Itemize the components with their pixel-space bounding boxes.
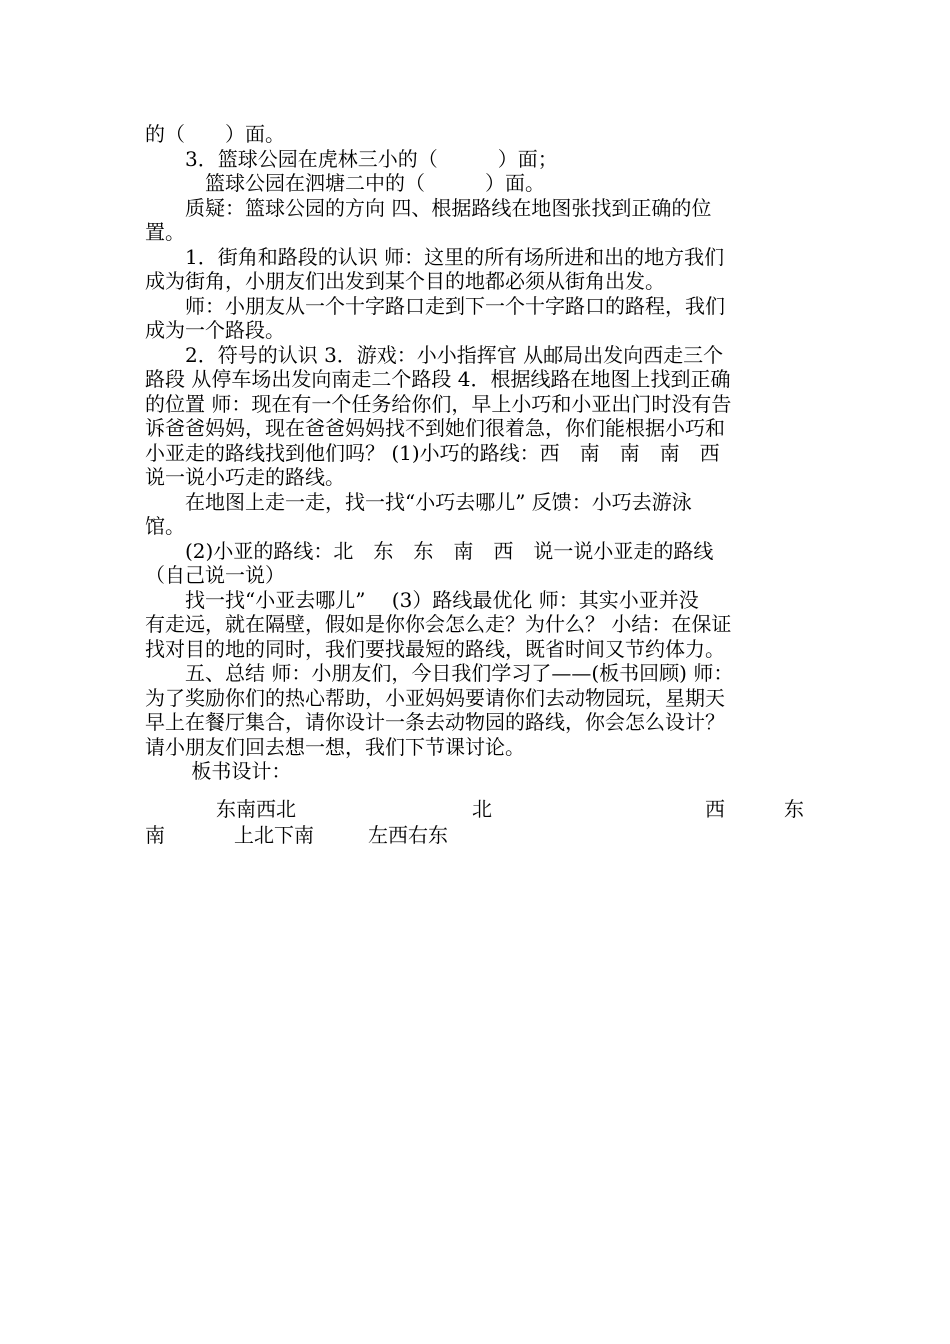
text-line: 早上在餐厅集合，请你设计一条去动物园的路线，你会怎么设计？ [145, 710, 725, 734]
text-line: 有走远，就在隔壁，假如是你你会怎么走？为什么？ 小结：在保证 [145, 612, 732, 636]
text-line: 五、总结 师：小朋友们，今日我们学习了——(板书回顾) 师： [145, 661, 734, 685]
board-design-item: 北 [472, 797, 492, 821]
text-line: 找一找“小亚去哪儿” (3）路线最优化 师：其实小亚并没 [145, 588, 699, 612]
text-line: 找对目的地的同时，我们要找最短的路线，既省时间又节约体力。 [145, 637, 725, 661]
text-line: 路段 从停车场出发向南走二个路段 4．根据线路在地图上找到正确 [145, 367, 731, 391]
text-line: 1．街角和路段的认识 师：这里的所有场所进和出的地方我们 [145, 245, 725, 269]
text-line: 小亚走的路线找到他们吗？ (1)小巧的路线：西 南 南 南 西 [145, 441, 720, 465]
text-line: 成为一个路段。 [145, 318, 285, 342]
text-line: (2)小亚的路线：北 东 东 南 西 说一说小亚走的路线 [145, 539, 714, 563]
board-design-item: 上北下南 [234, 823, 314, 847]
text-line: 的（ ）面。 [145, 122, 285, 146]
text-line: 板书设计： [145, 759, 292, 783]
board-design-item: 东南西北 [216, 797, 296, 821]
board-design-item: 南 [145, 823, 165, 847]
text-line: 师：小朋友从一个十字路口走到下一个十字路口的路程，我们 [145, 294, 725, 318]
text-line: 2．符号的认识 3．游戏：小小指挥官 从邮局出发向西走三个 [145, 343, 724, 367]
text-line: 质疑：篮球公园的方向 四、根据路线在地图张找到正确的位 [145, 196, 712, 220]
board-design-item: 左西右东 [368, 823, 448, 847]
text-line: 请小朋友们回去想一想，我们下节课讨论。 [145, 735, 525, 759]
board-design-item: 西 [705, 797, 725, 821]
board-design-item: 东 [784, 797, 804, 821]
text-line: 篮球公园在泗塘二中的（ ）面。 [145, 171, 545, 195]
text-line: 成为街角，小朋友们出发到某个目的地都必须从街角出发。 [145, 269, 665, 293]
text-line: 的位置 师：现在有一个任务给你们，早上小巧和小亚出门时没有告 [145, 392, 732, 416]
text-line: 置。 [145, 220, 185, 244]
text-line: 为了奖励你们的热心帮助，小亚妈妈要请你们去动物园玩，星期天 [145, 686, 725, 710]
text-line: （自己说一说） [145, 563, 285, 587]
text-line: 说一说小巧走的路线。 [145, 465, 345, 489]
text-line: 馆。 [145, 514, 185, 538]
text-line: 诉爸爸妈妈，现在爸爸妈妈找不到她们很着急，你们能根据小巧和 [145, 416, 725, 440]
text-line: 在地图上走一走，找一找“小巧去哪儿” 反馈：小巧去游泳 [145, 490, 692, 514]
text-line: 3．篮球公园在虎林三小的（ ）面； [145, 147, 558, 171]
